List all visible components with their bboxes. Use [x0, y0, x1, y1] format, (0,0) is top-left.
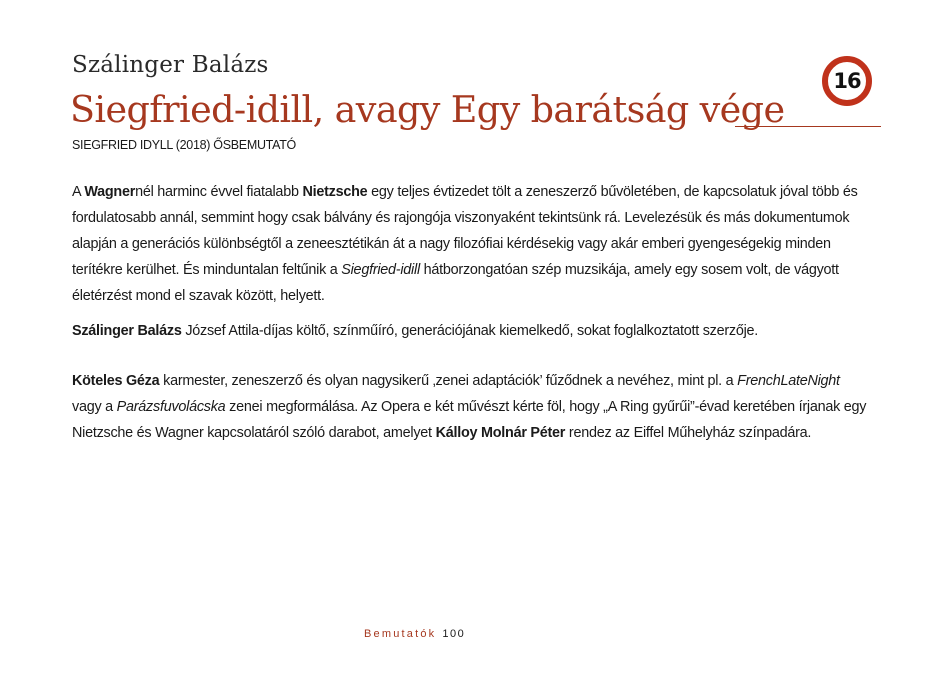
- composer-name: Köteles Géza: [72, 373, 160, 389]
- work-title-frenchlatenight: FrenchLateNight: [737, 373, 840, 389]
- description-paragraph: A Wagnernél harminc évvel fiatalabb Nietzsche egy teljes évtizedet tölt a zeneszerző bűvöletében, de kapcsolatuk jóval több és fordulatosabb annál, semmint hogy csak bálvány és rajongója viszonyaként tekintsünk rá. Levelezésük és más dokumentumok alapján a generációs különbségtől a zeneesztétikán át a nagy filozófiai kérdésekig vagy akár emberi gyengeségekig minden terítékre kerülhet. És minduntalan feltűnik a Siegfried-idill hátborzongatóan szép muzsikája, amely egy sosem volt, de vágyott életérzést mond el szavak között, helyett.: [72, 184, 858, 304]
- author-bio-name: Szálinger Balázs: [72, 323, 182, 339]
- footer-section-label: Bemutatók: [364, 628, 437, 640]
- work-title: Siegfried-idill: [341, 262, 420, 278]
- composer-bio-paragraph: Köteles Géza karmester, zeneszerző és olyan nagysikerű ‚zenei adaptációk’ fűződnek a nevéhez, mint pl. a FrenchLateNight vagy a Parázsfuvolácska zenei megformálása. Az Opera e két művészt kérte föl, hogy „A Ring gyűrűi”-évad keretében írjanak egy Nietzsche és Wagner kapcsolatáról szóló darabot, amelyet Kálloy Molnár Péter rendez az Eiffel Műhelyház színpadára.: [72, 373, 867, 441]
- subtitle: SIEGFRIED IDYLL (2018) ŐSBEMUTATÓ: [72, 138, 296, 152]
- wagner-name: Wagner: [84, 184, 136, 200]
- director-name: Kálloy Molnár Péter: [435, 425, 566, 441]
- page-number: 100: [442, 628, 466, 640]
- author-bio-paragraph: Szálinger Balázs József Attila-díjas költő, színműíró, generációjának kiemelkedő, sokat foglalkoztatott szerzője.: [72, 323, 759, 339]
- page-title: Siegfried-idill, avagy Egy barátság vége: [70, 88, 785, 131]
- title-rule: [735, 126, 881, 127]
- nietzsche-name: Nietzsche: [302, 184, 368, 200]
- work-title-parazsfuvolacska: Parázsfuvolácska: [116, 399, 226, 415]
- age-rating-badge: [822, 56, 872, 106]
- age-rating-value: 16: [833, 69, 861, 93]
- page-footer: [364, 628, 465, 640]
- author-name: Szálinger Balázs: [72, 52, 269, 78]
